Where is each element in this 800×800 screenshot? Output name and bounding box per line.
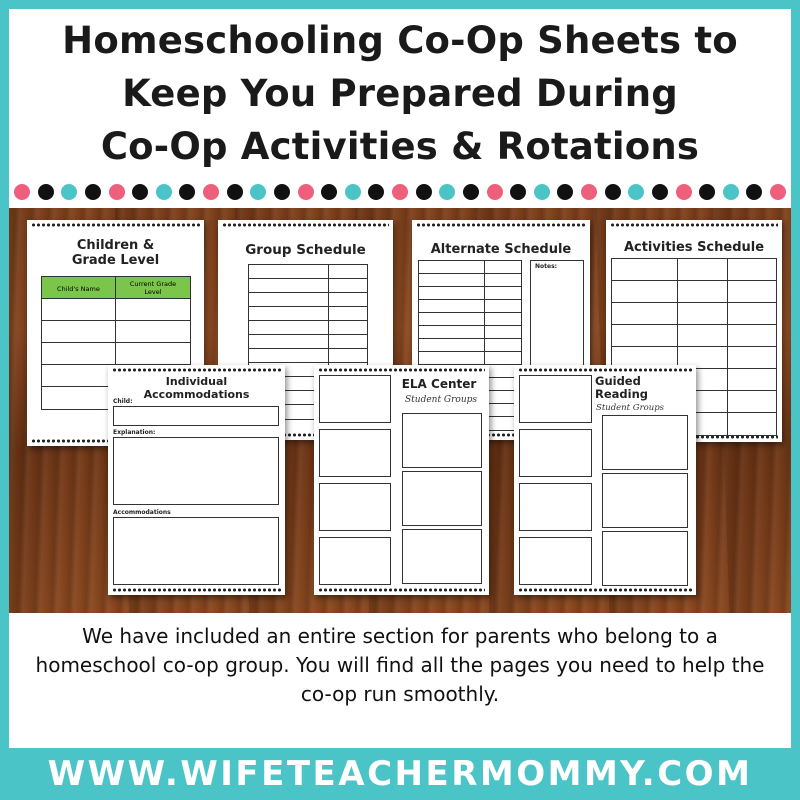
divider-dot (439, 184, 455, 200)
divider-dot (723, 184, 739, 200)
table-row (419, 274, 521, 287)
table-cell (485, 313, 521, 325)
table-row (612, 325, 776, 347)
divider-dot (61, 184, 77, 200)
divider-dot (487, 184, 503, 200)
table-cell (485, 326, 521, 338)
divider-dot (510, 184, 526, 200)
group-box (602, 531, 688, 586)
table-cell (419, 352, 485, 364)
child-label: Child: (113, 398, 133, 405)
table-row (249, 265, 367, 279)
table-cell (612, 259, 678, 280)
table-row (612, 281, 776, 303)
table-row (249, 335, 367, 349)
table-cell (419, 287, 485, 299)
table-cell (329, 279, 367, 292)
group-box (319, 537, 391, 585)
table-cell (678, 259, 728, 280)
divider-dot (109, 184, 125, 200)
table-row (612, 259, 776, 281)
footer-banner[interactable] (0, 748, 800, 800)
table-cell (249, 335, 329, 348)
group-box (602, 473, 688, 528)
group-box (402, 413, 482, 468)
table-row (249, 307, 367, 321)
table-row (419, 261, 521, 274)
group-box (402, 471, 482, 526)
table-cell (728, 303, 776, 324)
table-cell (249, 279, 329, 292)
group-box (519, 537, 592, 585)
divider-dot (746, 184, 762, 200)
table-cell (329, 335, 367, 348)
sheet-title: Activities Schedule (623, 240, 765, 255)
table-cell (329, 265, 367, 278)
title-line-1: Homeschooling Co-Op Sheets to (62, 19, 738, 62)
table-cell (728, 369, 776, 390)
description-text: We have included an entire section for parents who belong to a homeschool co-op group. You will find all the pages you need to help the co-op run smoothly. (35, 624, 765, 706)
table-cell (485, 287, 521, 299)
table-cell (419, 274, 485, 286)
website-url-link[interactable]: WWW.WIFETEACHERMOMMY.COM (47, 754, 753, 794)
table-cell (728, 281, 776, 302)
group-box (319, 429, 391, 477)
table-cell (419, 339, 485, 351)
table-cell (485, 352, 521, 364)
column-header-childs-name: Child's Name (42, 277, 116, 298)
divider-dot (250, 184, 266, 200)
group-box (319, 483, 391, 531)
divider-dot (463, 184, 479, 200)
divider-dot (416, 184, 432, 200)
table-cell (485, 300, 521, 312)
table-cell (249, 321, 329, 334)
table-cell (728, 347, 776, 368)
title-line-3: Co-Op Activities & Rotations (100, 125, 700, 168)
page-title (20, 14, 780, 173)
table-cell (678, 281, 728, 302)
table-cell (329, 293, 367, 306)
accommodations-label: Accommodations (113, 509, 171, 516)
title-line-2: Keep You Prepared During (122, 72, 678, 115)
divider-dot (345, 184, 361, 200)
sheet-guided-reading (514, 365, 696, 595)
table-row (419, 352, 521, 365)
table-cell (612, 325, 678, 346)
group-box (519, 429, 592, 477)
notes-label: Notes: (535, 263, 558, 270)
table-cell (485, 274, 521, 286)
table-cell (728, 391, 776, 412)
divider-dot (605, 184, 621, 200)
table-row (419, 313, 521, 326)
divider-dot (676, 184, 692, 200)
table-cell (612, 281, 678, 302)
divider-dot (298, 184, 314, 200)
table-row (419, 287, 521, 300)
table-cell (678, 325, 728, 346)
table-cell (419, 261, 485, 273)
table-cell (249, 265, 329, 278)
divider-dot (699, 184, 715, 200)
sheet-subtitle: Student Groups (404, 395, 478, 405)
group-box (519, 375, 592, 423)
sheet-individual-accommodations (108, 365, 285, 595)
table-row (419, 326, 521, 339)
table-row (249, 293, 367, 307)
group-box (402, 529, 482, 584)
divider-dot (14, 184, 30, 200)
divider-dot (652, 184, 668, 200)
sheet-title: ELA Center (401, 377, 477, 391)
divider-dot (203, 184, 219, 200)
divider-dot (628, 184, 644, 200)
explanation-label: Explanation: (113, 429, 156, 436)
table-cell (678, 303, 728, 324)
divider-dot (770, 184, 786, 200)
divider-dot (227, 184, 243, 200)
divider-dot (581, 184, 597, 200)
column-header-grade-level: Current Grade Level (129, 280, 177, 296)
table-cell (728, 413, 776, 435)
table-cell (728, 259, 776, 280)
table-cell (419, 300, 485, 312)
table-cell (612, 303, 678, 324)
table-cell (485, 339, 521, 351)
child-field (113, 406, 279, 426)
divider-dot (392, 184, 408, 200)
divider-dot (274, 184, 290, 200)
sheet-title: Group Schedule (245, 242, 366, 258)
sheet-title: Individual Accommodations (143, 375, 250, 401)
table-row (612, 303, 776, 325)
table-cell (329, 349, 367, 362)
divider-dot (368, 184, 384, 200)
divider-dot (132, 184, 148, 200)
table-row (249, 321, 367, 335)
divider-dot (534, 184, 550, 200)
divider-dot (321, 184, 337, 200)
table-cell (329, 321, 367, 334)
table-cell (249, 293, 329, 306)
table-cell (419, 326, 485, 338)
table-row (249, 279, 367, 293)
wood-background (9, 208, 791, 613)
table-cell (419, 313, 485, 325)
group-box (602, 415, 688, 470)
group-box (519, 483, 592, 531)
divider-dot (557, 184, 573, 200)
table-row (419, 300, 521, 313)
sheet-subtitle: Student Groups (596, 403, 665, 413)
table-row (249, 349, 367, 363)
group-box (319, 375, 391, 423)
dot-divider (14, 183, 786, 201)
table-cell (329, 307, 367, 320)
table-cell (249, 349, 329, 362)
sheet-title: Children & Grade Level (71, 238, 160, 268)
divider-dot (38, 184, 54, 200)
table-cell (728, 325, 776, 346)
explanation-box (113, 437, 279, 505)
table-cell (485, 261, 521, 273)
divider-dot (85, 184, 101, 200)
sheet-title: Alternate Schedule (430, 242, 572, 257)
table-row (419, 339, 521, 352)
sheet-title: Guided Reading (595, 374, 649, 401)
sheet-ela-center (314, 365, 489, 595)
accommodations-box (113, 517, 279, 585)
table-cell (249, 307, 329, 320)
divider-dot (179, 184, 195, 200)
divider-dot (156, 184, 172, 200)
